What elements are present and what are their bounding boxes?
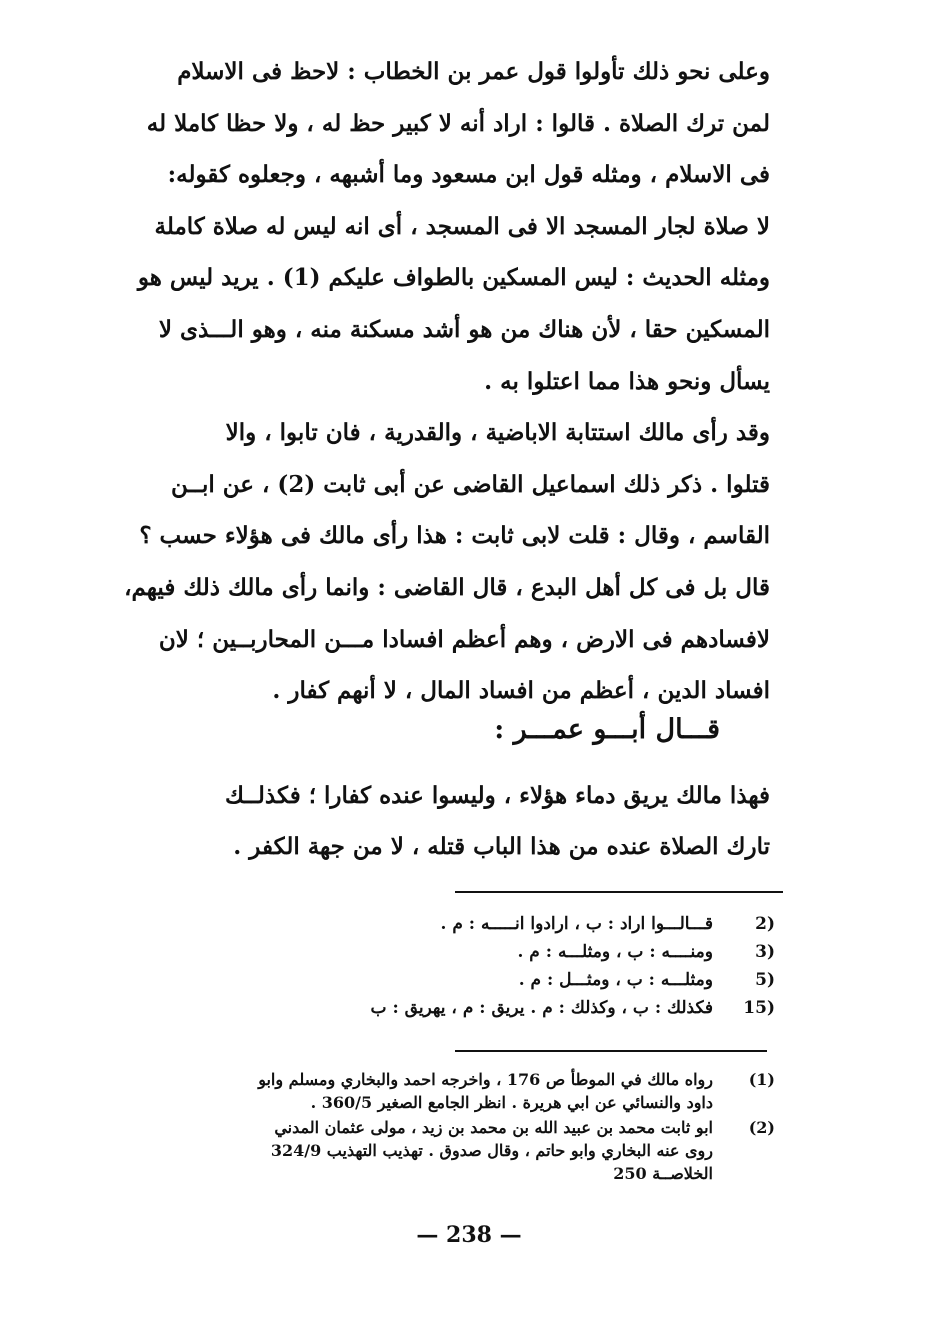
- footnotes: [105, 1068, 775, 1187]
- second-paragraph: [110, 770, 770, 872]
- footnote: [105, 1068, 775, 1114]
- footnote-number: (2): [748, 1118, 775, 1137]
- variant-row: [260, 938, 775, 966]
- footnote-line: رواه مالك في الموطأ ص 176 ، واخرجه احمد والبخاري ومسلم وابو: [258, 1070, 713, 1089]
- footnote-line: داود والنسائي عن ابي هريرة . انظر الجامع الصغير 360/5 .: [310, 1093, 713, 1112]
- text-line: فى الاسلام ، ومثله قول ابن مسعود وما أشبهه ، وجعلوه كقوله:: [167, 161, 770, 189]
- variant-line-number: 3): [755, 942, 775, 962]
- text-line: لافسادهم فى الارض ، وهم أعظم افسادا مـــن المحاربــين ؛ لان: [158, 625, 770, 653]
- text-line: المسكين حقا ، لأن هناك من هو أشد مسكنة منه ، وهو الـــذى لا: [158, 315, 770, 343]
- variant-row: [260, 994, 775, 1022]
- page-number: — 238 —: [416, 1222, 522, 1248]
- text-line: ومثله الحديث : ليس المسكين بالطواف عليكم (1) . يريد ليس هو: [137, 264, 770, 292]
- footnote: [105, 1116, 775, 1185]
- text-line: القاسم ، وقال : قلت لابى ثابت : هذا رأى مالك فى هؤلاء حسب ؟: [139, 522, 770, 550]
- text-line: قال بل فى كل أهل البدع ، قال القاضى : وانما رأى مالك ذلك فيهم،: [124, 573, 770, 601]
- heading-text: قـــال أبـــو عمـــر :: [494, 714, 720, 745]
- variant-text: فكذلك : ب ، وكذلك : م . يريق : م ، يهريق : ب: [370, 998, 713, 1018]
- text-line: وعلى نحو ذلك تأولوا قول عمر بن الخطاب : لاحظ فى الاسلام: [177, 58, 770, 85]
- variant-text: ومثلـــه : ب ، ومثـــل : م .: [518, 970, 713, 990]
- main-text: [110, 46, 770, 717]
- text-line: يسأل ونحو هذا مما اعتلوا به .: [484, 367, 770, 395]
- variant-row: [260, 966, 775, 994]
- text-line: تارك الصلاة عنده من هذا الباب قتله ، لا من جهة الكفر .: [233, 833, 770, 860]
- text-line: وقد رأى مالك استتابة الاباضية ، والقدرية ، فان تابوا ، والا: [225, 419, 770, 447]
- footnotes-divider: [455, 1050, 767, 1052]
- variant-text: قـــالـــوا اراد : ب ، ارادوا انـــــه : م .: [440, 914, 713, 934]
- variant-row: [260, 910, 775, 938]
- variant-line-number: 15): [743, 998, 775, 1018]
- variant-line-number: 5): [755, 970, 775, 990]
- footnote-number: (1): [748, 1070, 775, 1089]
- manuscript-variants: [260, 910, 775, 1022]
- footnote-line: الخلاصــة 250: [613, 1164, 713, 1183]
- text-line: لمن ترك الصلاة . قالوا : اراد أنه لا كبير حظ له ، ولا حظا كاملا له: [146, 109, 770, 137]
- text-line: افساد الدين ، أعظم من افساد المال ، لا أنهم كفار .: [272, 677, 770, 705]
- variant-line-number: 2): [755, 914, 775, 934]
- section-heading: [110, 708, 770, 752]
- text-line: قتلوا . ذكر ذلك اسماعيل القاضى عن أبى ثابت (2) ، عن ابــن: [170, 470, 770, 498]
- variants-divider: [455, 891, 783, 893]
- footnote-line: روى عنه البخاري وابو حاتم ، وقال صدوق . تهذيب التهذيب 324/9: [270, 1141, 713, 1160]
- footnote-line: ابو ثابت محمد بن عبيد الله بن محمد بن زيد ، مولى عثمان المدني: [274, 1118, 713, 1137]
- text-line: فهذا مالك يريق دماء هؤلاء ، وليسوا عنده كفارا ؛ فكذلــك: [225, 782, 770, 809]
- variant-text: ومنــــه : ب ، ومثلـــه : م .: [517, 942, 713, 962]
- text-line: لا صلاة لجار المسجد الا فى المسجد ، أى انه ليس له صلاة كاملة: [154, 212, 770, 240]
